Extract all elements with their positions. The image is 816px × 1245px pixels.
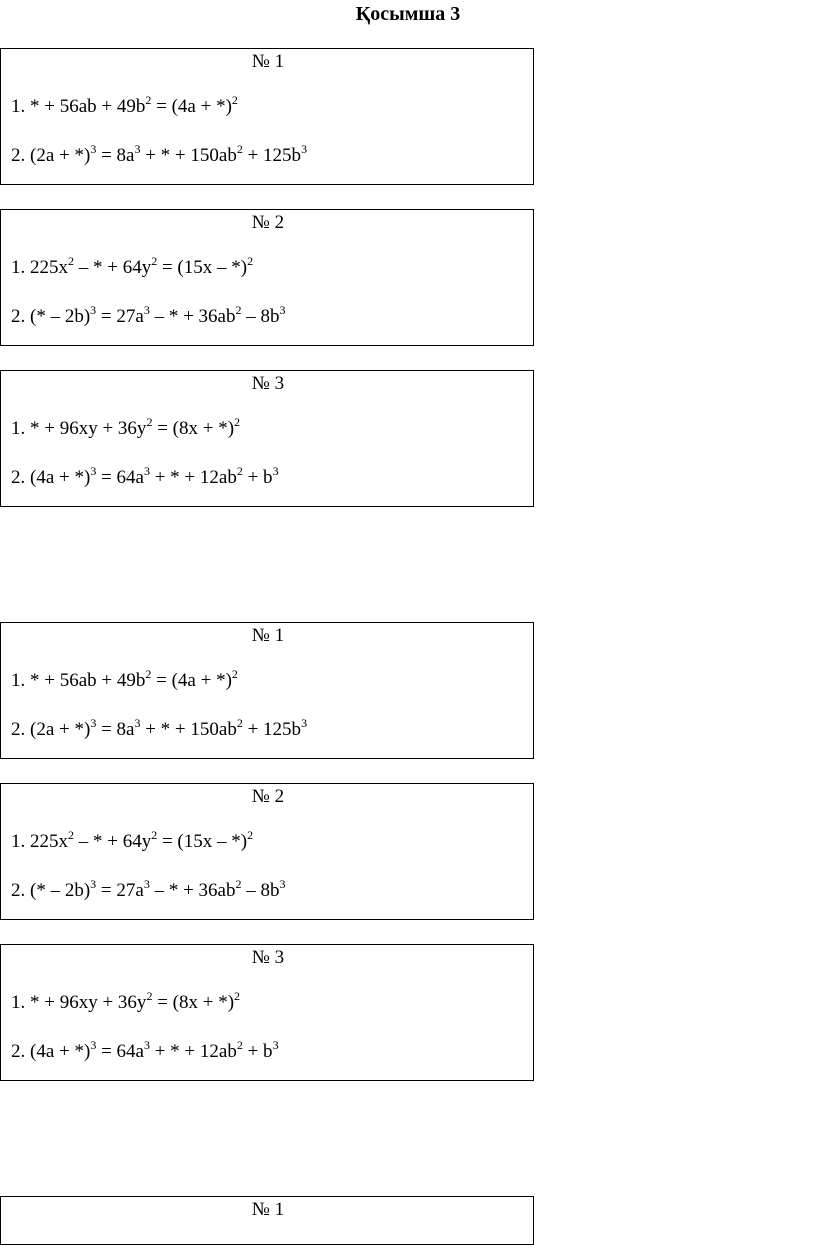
equation-2: 2. $(4a + *)^3 = 64a^3$ + * + $12ab^2 + b^3$ <box>11 1038 279 1062</box>
exponent: 2 <box>145 93 152 107</box>
equation-1: 1. * + $56ab + 49b^2 = (4a + *)^2$ <box>11 93 238 117</box>
exponent: 3 <box>134 142 141 156</box>
exercise-card <box>0 209 534 346</box>
exponent: 2 <box>235 877 242 891</box>
exponent: 2 <box>145 667 152 681</box>
exercise-card <box>0 370 534 507</box>
card-number-text: № 2 <box>251 212 285 233</box>
card-number-text: № 1 <box>251 1199 285 1220</box>
exponent: 2 <box>68 254 74 268</box>
card-number <box>1 373 535 395</box>
page-heading <box>0 2 816 26</box>
card-number-text: № 1 <box>251 51 285 72</box>
equation-2: 2. (* – $2b)^3 = 27a^3$ – * + $36ab^2 - 8b^3$ <box>11 877 286 901</box>
exercise-card <box>0 783 534 920</box>
exponent: 2 <box>231 93 238 107</box>
exercise-card <box>0 622 534 759</box>
equation-1: 1. * + $96xy + 36y^2 = (8x + *)^2$ <box>11 415 241 439</box>
card-number-text: № 3 <box>251 947 285 968</box>
exponent: 3 <box>272 1038 279 1052</box>
exponent: 2 <box>231 667 238 681</box>
exponent: 3 <box>90 464 97 478</box>
card-number <box>1 212 535 234</box>
exponent: 2 <box>146 989 153 1003</box>
card-number <box>1 786 535 808</box>
exponent: 2 <box>236 142 243 156</box>
exponent: 2 <box>236 1038 243 1052</box>
exponent: 2 <box>247 254 254 268</box>
exponent: 3 <box>90 303 97 317</box>
exponent: 3 <box>301 716 308 730</box>
equation-1: 1. * + $56ab + 49b^2 = (4a + *)^2$ <box>11 667 238 691</box>
exponent: 2 <box>68 828 74 842</box>
exponent: 3 <box>90 142 97 156</box>
exponent: 3 <box>143 877 150 891</box>
exponent: 3 <box>279 877 286 891</box>
exponent: 3 <box>90 877 97 891</box>
exponent: 2 <box>151 254 158 268</box>
equation-2: 2. $(2a + *)^3 = 8a^3$ + * + $150ab^2 + 125b^3$ <box>11 716 308 740</box>
exponent: 2 <box>236 464 243 478</box>
equation-2: 2. (* – $2b)^3 = 27a^3$ – * + $36ab^2 - 8b^3$ <box>11 303 286 327</box>
card-number-text: № 2 <box>251 786 285 807</box>
exponent: 3 <box>90 1038 97 1052</box>
exponent: 3 <box>143 464 150 478</box>
exponent: 2 <box>146 415 153 429</box>
equation-1: 1. * + $96xy + 36y^2 = (8x + *)^2$ <box>11 989 241 1013</box>
exponent: 3 <box>134 716 141 730</box>
exponent: 3 <box>90 716 97 730</box>
card-number-text: № 1 <box>251 625 285 646</box>
exponent: 2 <box>236 716 243 730</box>
equation-2: 2. $(4a + *)^3 = 64a^3$ + * + $12ab^2 + b^3$ <box>11 464 279 488</box>
card-number <box>1 51 535 73</box>
exponent: 3 <box>301 142 308 156</box>
exponent: 3 <box>279 303 286 317</box>
equation-1: 1. $225x^2$ – * + $64y^2 = (15x - *)^2$ <box>11 828 254 852</box>
exponent: 3 <box>143 303 150 317</box>
card-number <box>1 947 535 969</box>
exercise-card <box>0 1196 534 1245</box>
exponent: 2 <box>247 828 254 842</box>
exponent: 2 <box>234 989 241 1003</box>
card-number <box>1 1199 535 1221</box>
exercise-card <box>0 48 534 185</box>
equation-2: 2. $(2a + *)^3 = 8a^3$ + * + $150ab^2 + 125b^3$ <box>11 142 308 166</box>
exponent: 2 <box>234 415 241 429</box>
exponent: 3 <box>272 464 279 478</box>
exponent: 2 <box>235 303 242 317</box>
exponent: 3 <box>143 1038 150 1052</box>
card-number-text: № 3 <box>251 373 285 394</box>
card-number <box>1 625 535 647</box>
exercise-card <box>0 944 534 1081</box>
equation-1: 1. $225x^2$ – * + $64y^2 = (15x - *)^2$ <box>11 254 254 278</box>
heading-text: Қосымша 3 <box>355 3 461 25</box>
exponent: 2 <box>151 828 158 842</box>
